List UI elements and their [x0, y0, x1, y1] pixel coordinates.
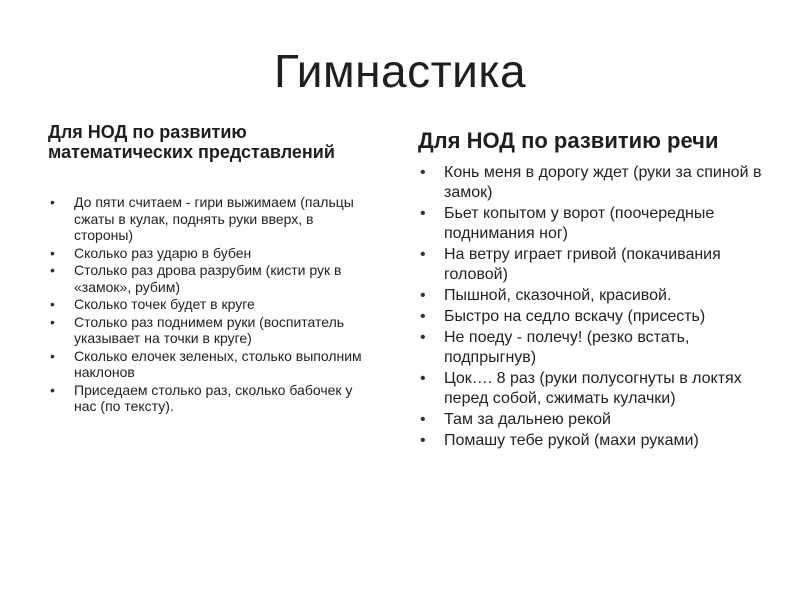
bullet-icon: • — [420, 205, 426, 222]
list-item — [48, 245, 368, 262]
list-item — [48, 382, 368, 415]
bullet-icon: • — [50, 262, 55, 278]
list-item-text: Не поеду - полечу! (резко встать, подпрыгнув) — [444, 329, 690, 366]
list-item — [418, 431, 763, 451]
list-item-text: Приседаем столько раз, сколько бабочек у нас (по тексту). — [74, 381, 353, 414]
left-column — [48, 122, 368, 416]
bullet-icon: • — [420, 287, 426, 304]
bullet-icon: • — [420, 411, 426, 428]
list-item-text: Столько раз поднимем руки (воспитатель указывает на точки в круге) — [74, 313, 345, 346]
list-item — [418, 204, 763, 244]
list-item — [418, 410, 763, 430]
bullet-icon: • — [420, 308, 426, 325]
right-bullet-list — [418, 163, 763, 451]
list-item-text: Пышной, сказочной, красивой. — [444, 287, 672, 304]
list-item-text: Сколько елочек зеленых, столько выполним наклонов — [74, 347, 362, 380]
list-item — [48, 262, 368, 295]
list-item — [418, 307, 763, 327]
list-item-text: До пяти считаем - гири выжимаем (пальцы сжаты в кулак, поднять руки вверх, в стороны) — [74, 194, 354, 243]
bullet-icon: • — [50, 347, 55, 364]
list-item-text: Помашу тебе рукой (махи руками) — [444, 432, 699, 449]
list-item-text: Сколько раз ударю в бубен — [74, 244, 252, 261]
list-item — [418, 328, 763, 368]
list-item-text: На ветру играет гривой (покачивания головой) — [444, 246, 721, 283]
list-item — [418, 369, 763, 409]
slide-title: Гимнастика — [273, 45, 527, 97]
list-item-text: Там за дальнею рекой — [444, 411, 611, 428]
bullet-icon: • — [50, 296, 55, 312]
list-item — [48, 296, 368, 313]
bullet-icon: • — [420, 370, 426, 387]
list-item-text: Столько раз дрова разрубим (кисти рук в «замок», рубим) — [74, 262, 342, 295]
list-item-text: Цок…. 8 раз (руки полусогнуты в локтях перед собой, сжимать кулачки) — [444, 370, 742, 407]
list-item-text: Конь меня в дорогу ждет (руки за спиной в замок) — [444, 164, 762, 201]
list-item-text: Сколько точек будет в круге — [74, 296, 255, 312]
list-item-text: Быстро на седло вскачу (присесть) — [444, 308, 706, 325]
bullet-icon: • — [420, 164, 426, 181]
left-column-heading: Для НОД по развитию математических представлений — [48, 122, 335, 162]
bullet-icon: • — [420, 432, 426, 449]
list-item — [418, 286, 763, 306]
list-item — [418, 245, 763, 285]
list-item — [48, 348, 368, 381]
list-item — [48, 194, 368, 244]
right-column-heading: Для НОД по развитию речи — [418, 128, 719, 153]
bullet-icon: • — [50, 194, 55, 210]
bullet-icon: • — [420, 329, 426, 346]
bullet-icon: • — [50, 244, 55, 261]
right-column — [418, 126, 763, 452]
list-item-text: Бьет копытом у ворот (поочередные поднимания ног) — [444, 205, 715, 242]
list-item — [418, 163, 763, 203]
bullet-icon: • — [50, 381, 55, 398]
list-item — [48, 314, 368, 347]
bullet-icon: • — [420, 246, 426, 263]
left-bullet-list — [48, 194, 368, 415]
bullet-icon: • — [50, 313, 55, 330]
